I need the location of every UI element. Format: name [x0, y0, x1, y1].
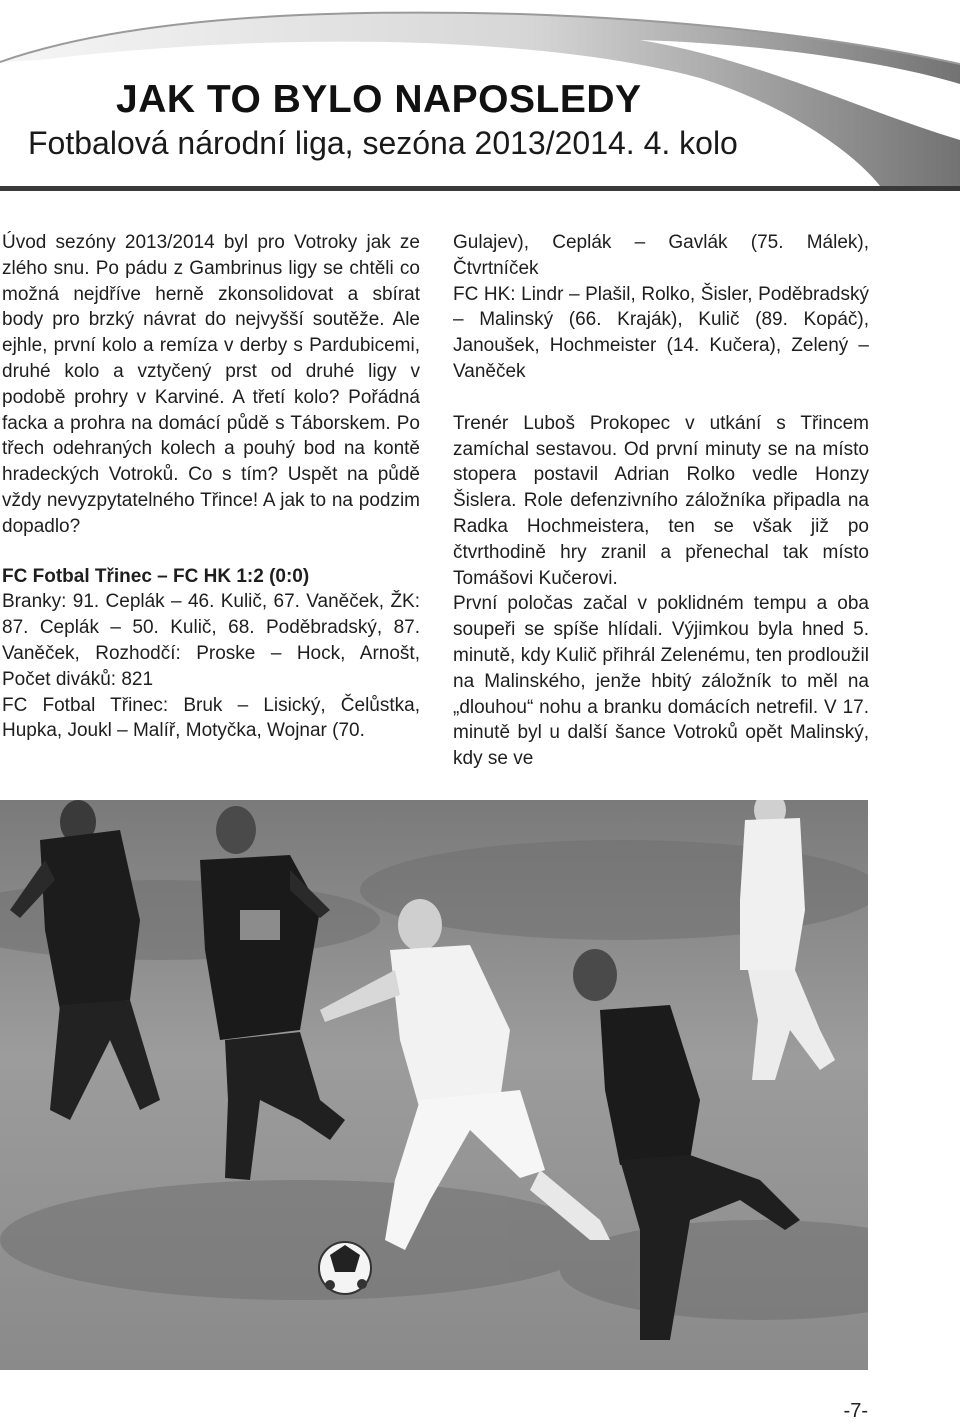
match-details: Branky: 91. Ceplák – 46. Kulič, 67. Vaněček, ŽK: 87. Ceplák – 50. Kulič, 68. Poděbradský, 87. Vaněček, Rozhodčí: Proske – Hock, Arnošt, Počet diváků: 821: [2, 591, 420, 690]
page-subtitle: Fotbalová národní liga, sezóna 2013/2014. 4. kolo: [28, 125, 738, 161]
match-photo: [0, 800, 868, 1370]
left-column: [2, 230, 420, 744]
page-number: -7-: [843, 1400, 868, 1422]
lineup-hk: FC HK: Lindr – Plašil, Rolko, Šisler, Poděbradský – Malinský (66. Kraják), Kulič (89. Kopáč), Janoušek, Hochmeister (14. Kučera), Zelený – Vaněček: [453, 283, 869, 382]
football-icon: [319, 1242, 371, 1294]
lineup-trinec: FC Fotbal Třinec: Bruk – Lisický, Čelůstka, Hupka, Joukl – Malíř, Motyčka, Wojnar (70.: [2, 694, 420, 742]
match-result-heading: FC Fotbal Třinec – FC HK 1:2 (0:0): [2, 565, 310, 587]
lineup-trinec-continued: Gulajev), Ceplák – Gavlák (75. Málek), Čtvrtníček: [453, 232, 869, 279]
header-divider: [0, 186, 960, 191]
intro-paragraph: Úvod sezóny 2013/2014 byl pro Votroky jak ze zlého snu. Po pádu z Gambrinus ligy se chtěli co možná nejdříve herně zkonsolidovat a sbírat body pro brzký návrat do nejvyšší soutěže. Ale ejhle, první kolo a remíza v derby s Pardubicemi, druhé kolo a vztyčený prst od druhé ligy v podobě prohry v Karviné. A třetí kolo? Pořádná facka a prohra na domácí půdě s Táborskem. Po třech odehraných kolech a pouhý bod na kontě hradeckých Votroků. Co s tím? Uspět na půdě vždy nevyzpytatelného Třince! A jak to na podzim dopadlo?: [2, 232, 420, 537]
report-paragraph-1: Trenér Luboš Prokopec v utkání s Třincem zamíchal sestavou. Od první minuty se na místo stopera postavil Adrian Rolko vedle Honzy Šislera. Role defenzivního záložníka připadla na Radka Hochmeistera, ten se však již po čtvrthodině hry zranil a přenechal tak místo Tomášovi Kučerovi.: [453, 412, 869, 589]
right-column: [453, 230, 869, 772]
report-paragraph-2: První poločas začal v poklidném tempu a oba soupeři se spíše hlídali. Výjimkou byla hned 5. minutě, kdy Kulič přihrál Zelenému, ten prodloužil na Malinského, jenže hbitý záložník to měl na „dlouhou“ nohu a branku domácích netrefil. V 17. minutě byl u další šance Votroků opět Malinský, kdy se ve: [453, 593, 869, 770]
page-title: JAK TO BYLO NAPOSLEDY: [116, 78, 642, 121]
